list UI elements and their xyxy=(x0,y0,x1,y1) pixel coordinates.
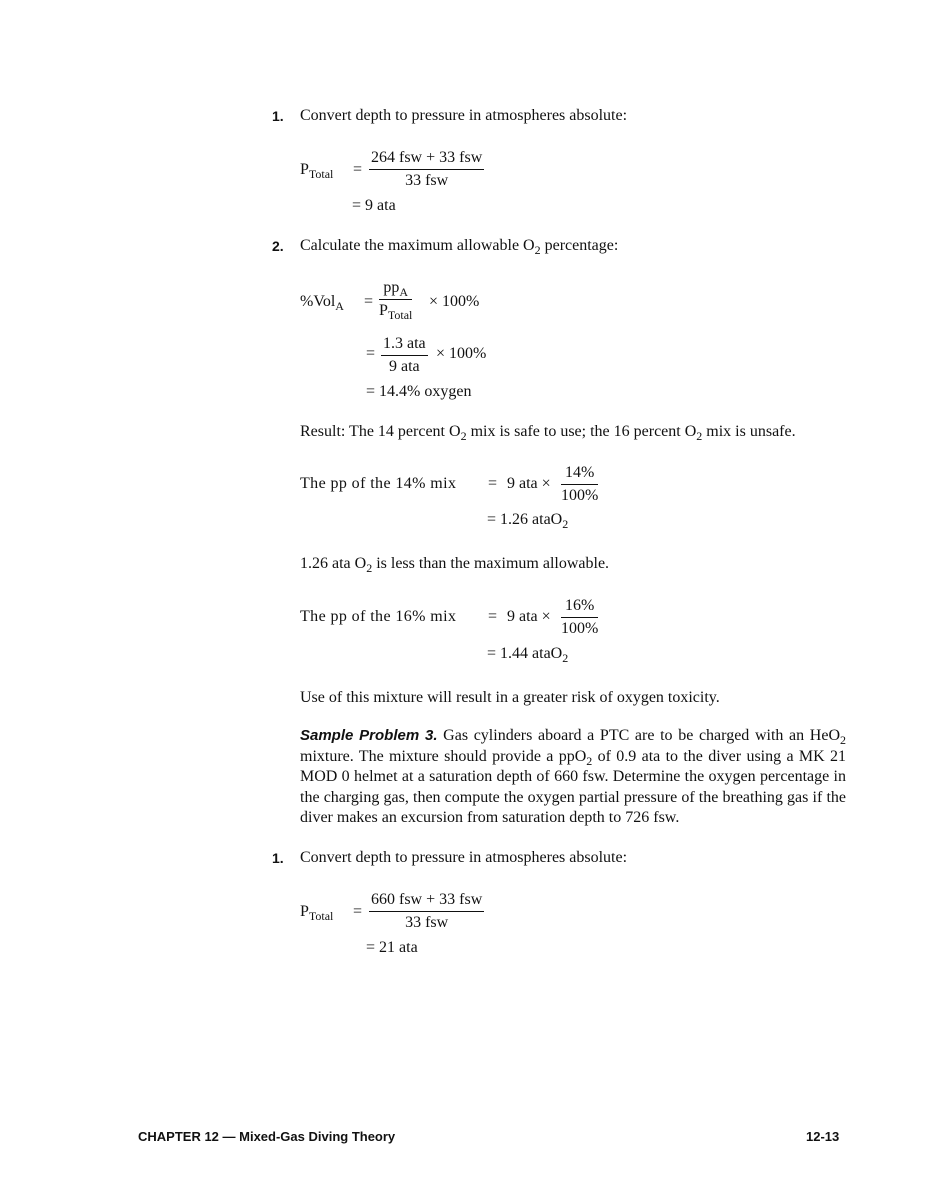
pp14-lhs: The pp of the 14% mix xyxy=(300,475,457,492)
eq3-lhs: $P_{Total}$ xyxy=(300,903,334,923)
eq2-times-1: × 100% xyxy=(429,293,480,310)
sample-problem-paragraph: Sample Problem 3. Gas cylinders aboard a PTC are to be charged with an HeO$_2$ mixture. The mixture should provide a ppO$_2$ of 0.9 ata to the diver using a MK 21 MOD 0 helmet at a saturation depth of 660 fsw. Determine the oxygen percentage in the charging gas, then compute the oxygen partial pressure of the breathing gas if the diver makes an excursion from saturation depth to 726 fsw. xyxy=(300,727,846,826)
eq1-result: = 9 ata xyxy=(352,197,396,214)
eq3-fraction xyxy=(369,890,484,933)
eq1-fraction xyxy=(369,148,484,191)
step-text: Convert depth to pressure in atmospheres absolute: xyxy=(300,107,628,124)
pp14-numerator: 14% xyxy=(561,463,598,485)
eq3-denominator: 33 fsw xyxy=(405,914,449,931)
eq3-result: = 21 ata xyxy=(366,939,418,956)
eq3-numerator: 660 fsw + 33 fsw xyxy=(369,890,484,912)
step-text: Calculate the maximum allowable $O_2$ percentage: xyxy=(300,237,619,257)
eq2-numerator-1: $pp_A$ xyxy=(379,278,412,300)
step-number: 1. xyxy=(272,108,284,124)
eq2-result: = 14.4% oxygen xyxy=(366,383,472,400)
eq2-numerator-2: 1.3 ata xyxy=(381,334,428,356)
pp16-note: Use of this mixture will result in a greater risk of oxygen toxicity. xyxy=(300,689,720,706)
pp16-lhs: The pp of the 16% mix xyxy=(300,608,457,625)
eq2-fraction-1 xyxy=(379,278,412,321)
pp14-note: 1.26 ata $O_2$ is less than the maximum allowable. xyxy=(300,555,610,575)
pp16-fraction xyxy=(561,596,598,639)
eq2-times-2: × 100% xyxy=(436,345,487,362)
pp14-equals: = xyxy=(488,475,498,492)
pp16-numerator: 16% xyxy=(561,596,598,618)
eq3-equals: = xyxy=(353,903,363,920)
step-number: 2. xyxy=(272,238,284,254)
footer-page-number: 12-13 xyxy=(806,1129,840,1144)
eq2-equals: = xyxy=(364,293,374,310)
eq1-denominator: 33 fsw xyxy=(405,172,449,189)
pp14-fraction xyxy=(561,463,598,506)
pp14-result: = 1.26 ataO$_2$ xyxy=(487,511,569,531)
eq2-fraction-2 xyxy=(381,334,428,377)
step-number: 1. xyxy=(272,850,284,866)
pp16-denominator: 100% xyxy=(561,620,599,637)
eq1-numerator: 264 fsw + 33 fsw xyxy=(369,148,484,170)
step-text: Convert depth to pressure in atmospheres absolute: xyxy=(300,849,628,866)
pp14-multiplier: 9 ata × xyxy=(507,475,551,492)
sample-problem-label: Sample Problem 3. xyxy=(300,727,438,744)
result-statement: Result: The 14 percent $O_2$ mix is safe to use; the 16 percent $O_2$ mix is unsafe. xyxy=(300,423,796,443)
eq1-equals: = xyxy=(353,161,363,178)
pp16-multiplier: 9 ata × xyxy=(507,608,551,625)
eq2-lhs: %Vol$_A$ xyxy=(300,293,344,313)
eq2-denominator-1: $P_{Total}$ xyxy=(379,302,413,322)
pp16-equals: = xyxy=(488,608,498,625)
pp14-denominator: 100% xyxy=(561,487,599,504)
eq2-equals-2: = xyxy=(366,345,376,362)
eq1-lhs: $P_{Total}$ xyxy=(300,161,334,181)
eq2-denominator-2: 9 ata xyxy=(389,358,420,375)
pp16-result: = 1.44 ataO$_2$ xyxy=(487,645,569,665)
footer-chapter: CHAPTER 12 — Mixed-Gas Diving Theory xyxy=(138,1129,396,1144)
